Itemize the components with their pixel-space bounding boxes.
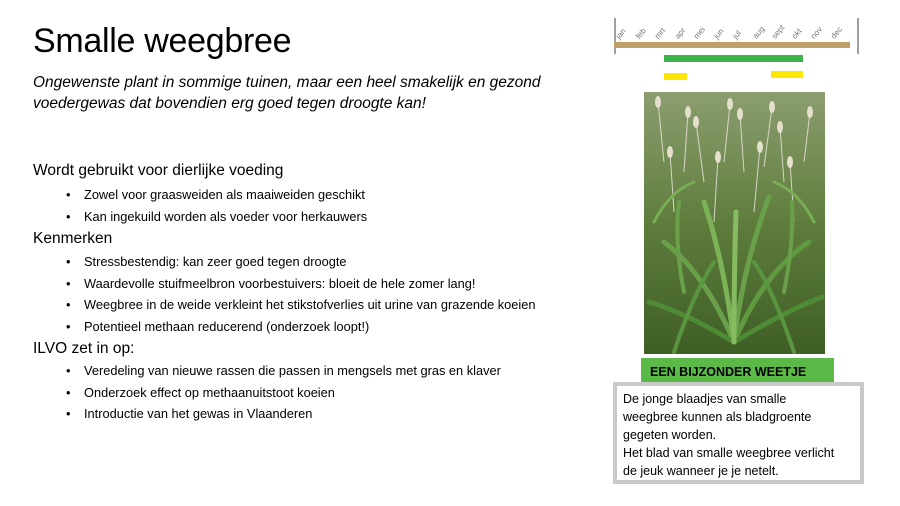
section-heading-kenmerken: Kenmerken <box>33 230 113 247</box>
bullet-item: • Potentieel methaan reducerend (onderzoek loopt!) <box>66 316 535 338</box>
timeline-green-period <box>664 55 803 62</box>
bullet-item: • Waardevolle stuifmeelbron voorbestuivers: bloeit de hele zomer lang! <box>66 273 535 295</box>
fact-line: Het blad van smalle weegbree verlicht <box>623 446 835 460</box>
section-heading-dierlijke-voeding: Wordt gebruikt voor dierlijke voeding <box>33 162 284 179</box>
month-label: feb <box>633 26 648 41</box>
month-label: jul <box>730 28 743 41</box>
month-label: jan <box>613 26 628 41</box>
bullet-item: • Onderzoek effect op methaanuitstoot koeien <box>66 382 501 404</box>
bullet-item: • Kan ingekuild worden als voeder voor herkauwers <box>66 206 367 228</box>
page-subtitle: Ongewenste plant in sommige tuinen, maar een heel smakelijk en gezond voedergewas dat bovendien erg goed tegen droogte kan! <box>33 74 541 112</box>
section-heading-ilvo: ILVO zet in op: <box>33 340 135 357</box>
fact-line: De jonge blaadjes van smalle <box>623 392 787 406</box>
timeline-year-bar <box>614 42 850 48</box>
month-label: okt <box>789 26 804 41</box>
fact-box-header: EEN BIJZONDER WEETJE <box>641 358 834 386</box>
plantain-field-photo <box>644 92 825 354</box>
growing-season-timeline <box>614 18 860 88</box>
bullet-item: • Stressbestendig: kan zeer goed tegen droogte <box>66 251 535 273</box>
fact-line: gegeten worden. <box>623 428 717 442</box>
month-label: apr <box>672 26 687 41</box>
timeline-yellow-period-spring <box>664 73 687 80</box>
month-label: aug <box>750 24 766 41</box>
bullet-list-dierlijke-voeding <box>66 184 367 227</box>
month-label: mrt <box>652 26 668 41</box>
fact-box <box>613 382 864 484</box>
timeline-yellow-period-late-summer <box>771 71 803 78</box>
timeline-right-tick <box>857 18 859 54</box>
fact-line: weegbree kunnen als bladgroente <box>623 410 812 424</box>
bullet-item: • Zowel voor graasweiden als maaiweiden geschikt <box>66 184 367 206</box>
page-title: Smalle weegbree <box>33 22 292 60</box>
bullet-item: • Weegbree in de weide verkleint het stikstofverlies uit urine van grazende koeien <box>66 294 535 316</box>
bullet-item: • Veredeling van nieuwe rassen die passen in mengsels met gras en klaver <box>66 360 501 382</box>
timeline-month-labels <box>613 20 854 41</box>
fact-line: de jeuk wanneer je je netelt. <box>623 464 779 478</box>
bullet-list-kenmerken <box>66 251 535 337</box>
month-label: dec <box>828 24 844 41</box>
bullet-item: • Introductie van het gewas in Vlaanderen <box>66 403 501 425</box>
month-label: nov <box>808 24 825 41</box>
month-label: jun <box>711 26 726 41</box>
month-label: mei <box>691 24 708 41</box>
month-label: sept <box>769 23 787 41</box>
bullet-list-ilvo <box>66 360 501 425</box>
